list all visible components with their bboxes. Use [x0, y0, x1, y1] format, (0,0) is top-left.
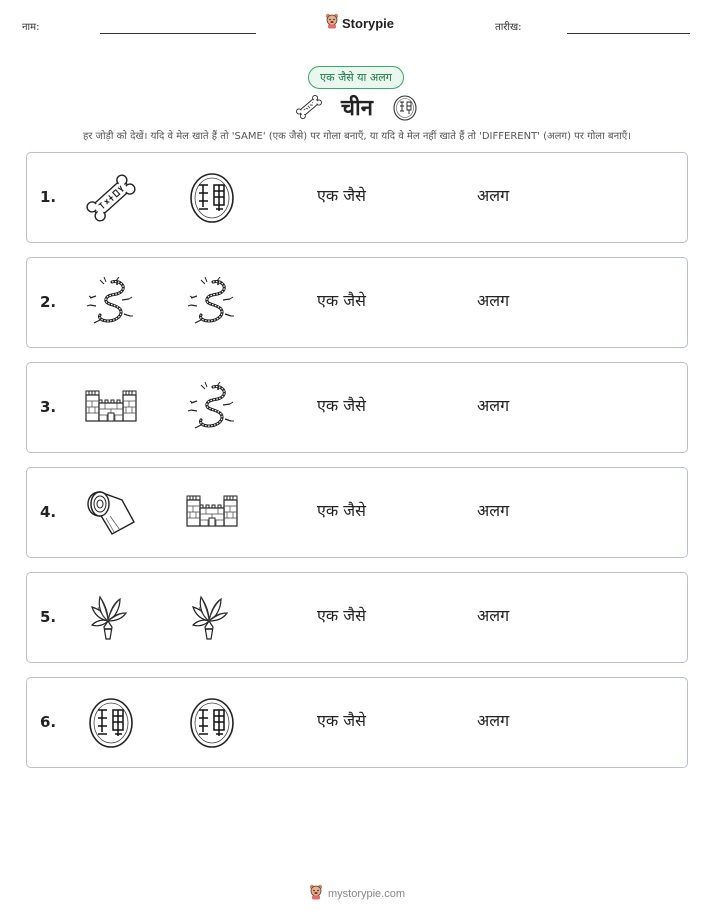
stone-seal-icon: [183, 696, 241, 750]
question-row: [26, 572, 688, 663]
tea-leaves-icon: [82, 591, 140, 645]
dragon-icon: [183, 276, 241, 330]
great-wall-icon: [183, 486, 241, 540]
stone-seal-icon: [392, 94, 418, 126]
date-label: तारीख:: [495, 22, 522, 33]
question-number: 4.: [40, 503, 57, 521]
instructions: हर जोड़ी को देखें। यदि वे मेल खाते हैं तो 'SAME' (एक जैसे) पर गोला बनाएँ, या यदि वे मेल नहीं खाते हैं तो 'DIFFERENT' (अलग) पर गोला बनाएँ।: [82, 131, 632, 142]
dragon-icon: [183, 381, 241, 435]
footer-site: mystorypie.com: [327, 888, 406, 900]
worksheet-title: चीन: [341, 96, 373, 121]
stone-seal-icon: [183, 171, 241, 225]
stone-seal-icon: [82, 696, 140, 750]
silk-roll-icon: [82, 486, 140, 540]
bear-mascot-icon: [309, 884, 323, 904]
different-option[interactable]: अलग: [477, 186, 510, 205]
name-field[interactable]: [100, 33, 256, 34]
question-number: 3.: [40, 398, 57, 416]
great-wall-icon: [82, 381, 140, 435]
different-option[interactable]: अलग: [477, 291, 510, 310]
same-option[interactable]: एक जैसे: [317, 711, 366, 730]
question-number: 2.: [40, 293, 57, 311]
question-row: [26, 152, 688, 243]
different-option[interactable]: अलग: [477, 396, 510, 415]
activity-badge: एक जैसे या अलग: [308, 66, 404, 89]
same-option[interactable]: एक जैसे: [317, 291, 366, 310]
question-row: [26, 362, 688, 453]
bone-inscription-icon: [295, 93, 323, 125]
question-row: [26, 467, 688, 558]
footer: [0, 884, 714, 904]
bear-mascot-icon: [325, 13, 339, 33]
tea-leaves-icon: [183, 591, 241, 645]
question-number: 6.: [40, 713, 57, 731]
same-option[interactable]: एक जैसे: [317, 606, 366, 625]
question-number: 5.: [40, 608, 57, 626]
brand-name: Storypie: [342, 15, 395, 31]
different-option[interactable]: अलग: [477, 501, 510, 520]
question-row: [26, 677, 688, 768]
dragon-icon: [82, 276, 140, 330]
date-field[interactable]: [567, 33, 690, 34]
different-option[interactable]: अलग: [477, 711, 510, 730]
question-row: [26, 257, 688, 348]
different-option[interactable]: अलग: [477, 606, 510, 625]
same-option[interactable]: एक जैसे: [317, 186, 366, 205]
same-option[interactable]: एक जैसे: [317, 501, 366, 520]
brand-logo: [325, 13, 394, 33]
question-number: 1.: [40, 188, 57, 206]
same-option[interactable]: एक जैसे: [317, 396, 366, 415]
name-label: नाम:: [22, 22, 40, 33]
oracle-bone-icon: [82, 171, 140, 225]
